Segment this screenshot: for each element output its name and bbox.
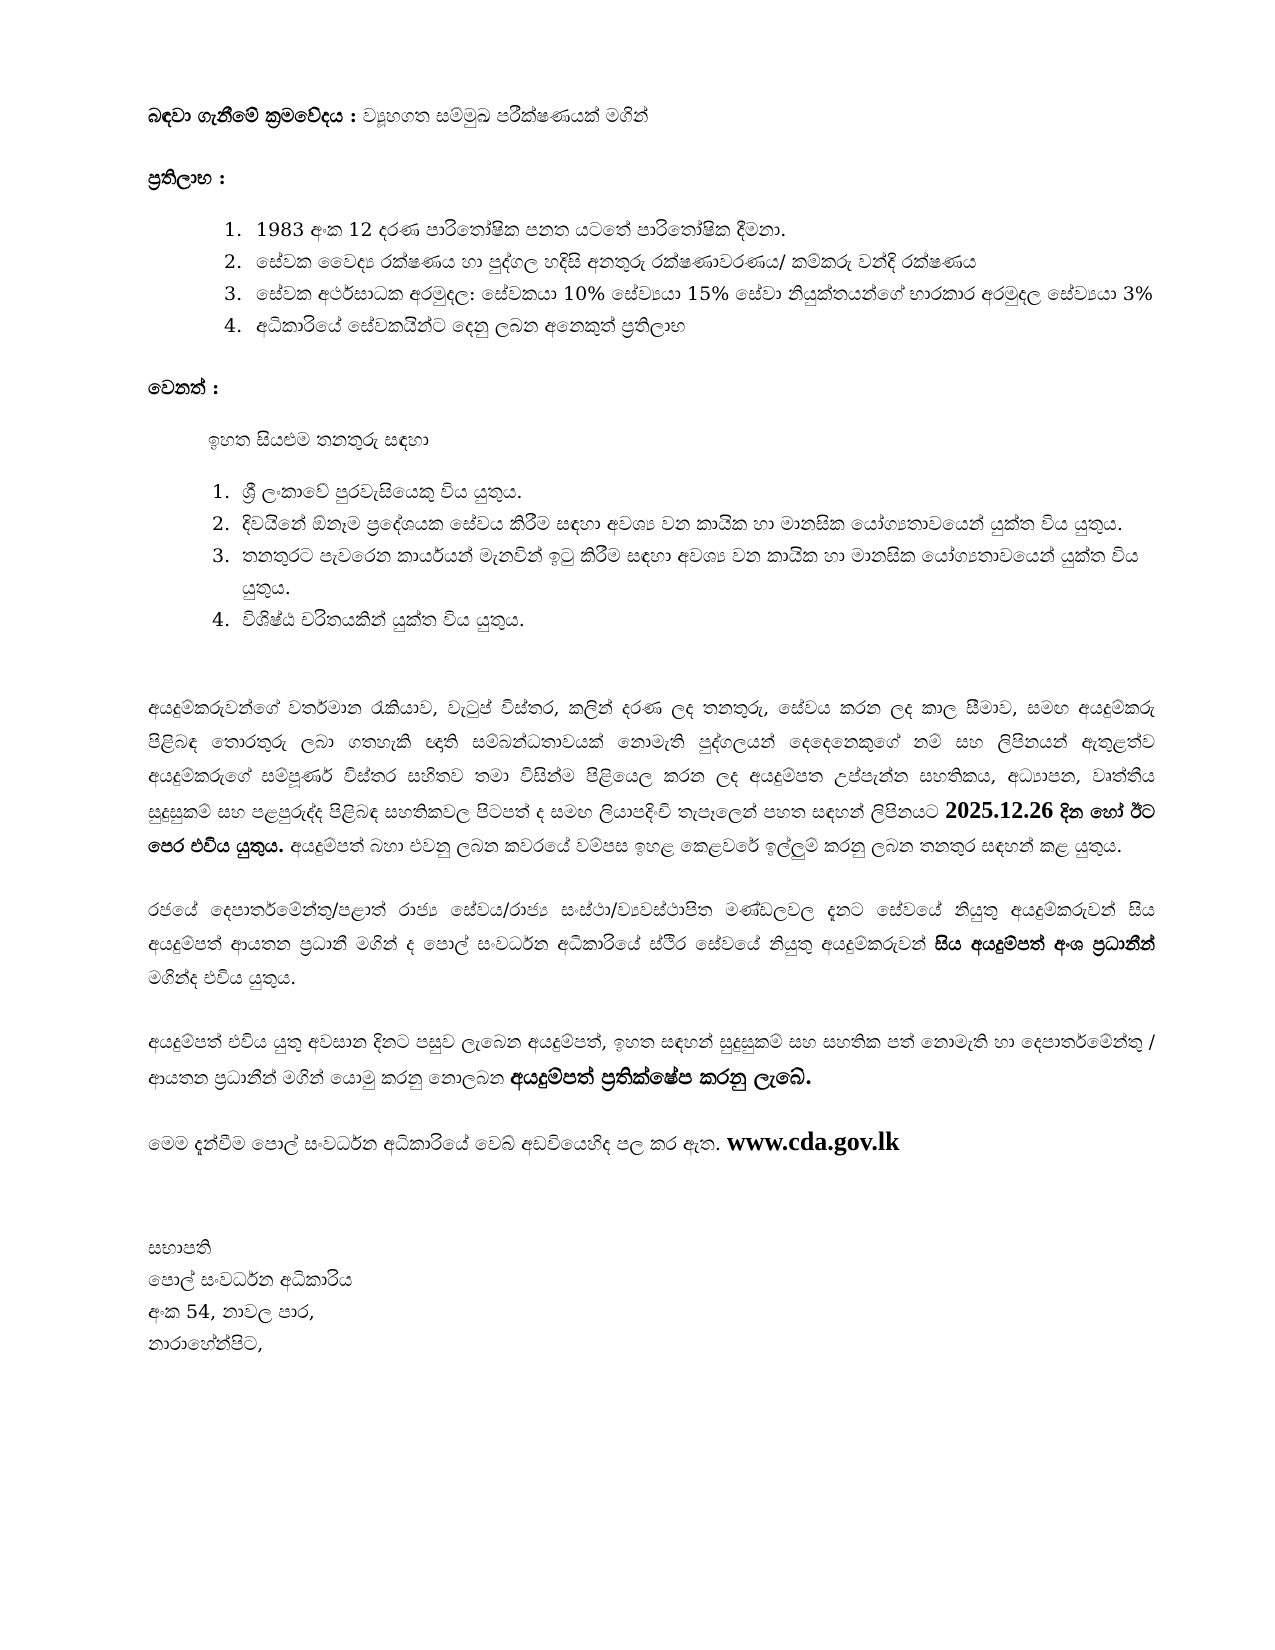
- list-item: 2. සේවක වෛද්‍ය රක්ෂණය හා පුද්ගල හදිසි අනතුරු රක්ෂණාවරණය/ කම්කරු වන්දි රක්ෂණය: [224, 251, 977, 273]
- rejection-paragraph: අයදුම්පත් එවිය යුතු අවසාන දිනට පසුව ලැබෙන අයදුම්පත්, ඉහත සඳහන් සුදුසුකම් සහ සහතික පත් නොමැති හා දෙපාර්තමේන්තු /ආයතන ප්‍රධානීන් මගින් යොමු කරනු නොලබන අයදුම්පත් ප්‍රතික්ෂේප කරනු ලැබේ.: [148, 1032, 1155, 1089]
- closing-date: 2025.12.26: [945, 798, 1054, 824]
- address-line-2: නාරාහේන්පිට,: [148, 1333, 264, 1355]
- other-heading: වෙනත් :: [148, 377, 220, 399]
- recruitment-method-text: ව්‍යූහගත සම්මුඛ පරීක්ෂණයක් මගින්: [356, 105, 649, 127]
- signatory-title: සභාපති: [148, 1237, 212, 1259]
- website-notice: මෙම දැන්වීම පොල් සංවර්ධන අධිකාරියේ වෙබ් අඩවියෙහිද පල කර ඇත. www.cda.gov.lk: [148, 1127, 900, 1156]
- government-applicants-paragraph: රජයේ දෙපාර්තමේන්තු/පළාත් රාජ්‍ය සේවය/රාජ්‍ය සංස්ථා/ව්‍යවස්ථාපිත මණ්ඩලවල දැනට සේවයේ නියුතු අයදුම්කරුවන් සිය අයදුම්පත් ආයතන ප්‍රධානී මගින් ද පොල් සංවර්ධන අධිකාරියේ ස්ථිර සේවයේ නියුතු අයදුම්කරුවන් සිය අයදුම්පත් අංශ ප්‍රධානීන් මගින්ද එවිය යුතුය.: [148, 900, 1155, 989]
- website-link[interactable]: www.cda.gov.lk: [726, 1127, 900, 1156]
- benefits-list: [148, 214, 1155, 342]
- list-item: 3. සේවක අර්ථසාධක අරමුදල: සේවකයා 10% සේව්‍යයා 15% සේවා නියුක්තයන්ගේ භාරකාර අරමුදල සේව්‍යයා 3%: [224, 283, 1153, 305]
- list-item: 4. විශිෂ්ඨ චරිතයකින් යුක්ත විය යුතුය.: [212, 609, 525, 631]
- signature-block: [148, 1232, 1155, 1360]
- list-item: 1. 1983 අංක 12 දරණ පාරිතෝෂික පනත යටතේ පාරිතෝෂික දීමනා.: [224, 219, 787, 241]
- document-page: [148, 100, 1155, 1360]
- eligibility-list: [148, 476, 1155, 636]
- organization-name: පොල් සංවර්ධන අධිකාරිය: [148, 1269, 353, 1291]
- benefits-heading: ප්‍රතිලාභ :: [148, 167, 226, 189]
- list-item: 3. තනතුරට පැවරෙන කාර්යයන් මැනවින් ඉටු කිරීම සඳහා අවශ්‍ය වන කායික හා මානසික යෝග්‍යතාවයෙන් යුක්ත විය යුතුය.: [212, 545, 1139, 599]
- application-instructions-paragraph: අයදුම්කරුවන්ගේ වර්තමාන රැකියාව, වැටුප් විස්තර, කලින් දරණ ලද තනතුරු, සේවය කරන ලද කාල සීමාව, සමඟ අයදුම්කරු පිළිබඳ තොරතුරු ලබා ගතහැකි ඥාති සම්බන්ධතාවයක් නොමැති පුද්ගලයන් දෙදෙනෙකුගේ නම් සහ ලිපිනයන් ඇතුළත්ව අයදුම්කරුගේ සම්පූර්ණ විස්තර සහිතව තමා විසින්ම පිළියෙල කරන ලද අයදුම්පත උප්පැන්න සහතිකය, අධ්‍යාපන, වෘත්තීය සුදුසුකම් සහ පළපුරුද්ද පිළිබඳ සහතිකවල පිටපත් ද සමඟ ලියාපදිංචි තැපෑලෙන් පහත සඳහන් ලිපිනයට 2025.12.26 දින හෝ ඊට පෙර එවිය යුතුය. අයදුම්පත් බහා එවනු ලබන කවරයේ වම්පස ඉහළ කෙළවරේ ඉල්ලුම් කරනු ලබන තනතුර සඳහන් කළ යුතුය.: [148, 698, 1155, 857]
- address-line-1: අංක 54, නාවල පාර,: [148, 1301, 315, 1323]
- list-item: 2. දිවයිනේ ඕනෑම ප්‍රදේශයක සේවය කිරීම සඳහා අවශ්‍ය වන කායික හා මානසික යෝග්‍යතාවයෙන් යුක්ත විය යුතුය.: [212, 513, 1123, 535]
- list-item: 4. අධිකාරියේ සේවකයින්ට දෙනු ලබන අනෙකුත් ප්‍රතිලාභ: [224, 315, 686, 337]
- other-intro: ඉහත සියළුම තනතුරු සඳහා: [208, 429, 429, 451]
- recruitment-method-label: බඳවා ගැනීමේ ක්‍රමවේදය :: [148, 105, 357, 127]
- closing-date-text: දින හෝ ඊට පෙර එවිය යුතුය.: [148, 802, 1155, 857]
- list-item: 1. ශ්‍රී ලංකාවේ පුරවැසියෙකු විය යුතුය.: [212, 481, 523, 503]
- recruitment-method: [148, 100, 1155, 132]
